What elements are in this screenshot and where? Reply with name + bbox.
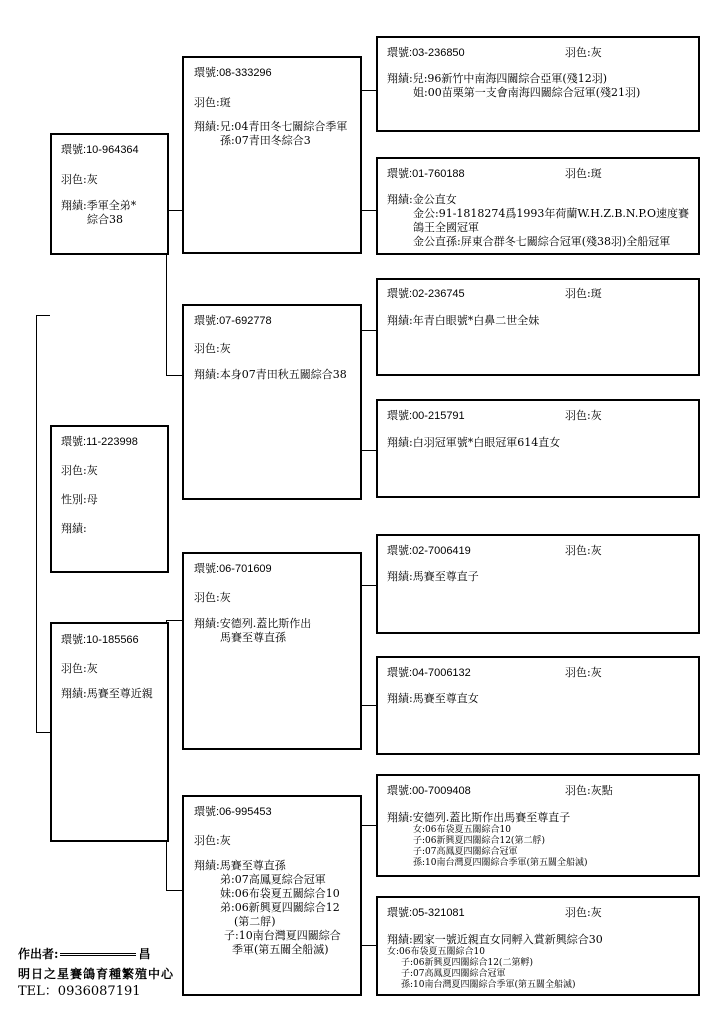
g2-color: 羽色:斑 bbox=[565, 167, 602, 180]
g6-ring: 環號:04-7006132 bbox=[387, 667, 471, 679]
dam-color: 羽色:灰 bbox=[61, 662, 98, 675]
subject-color: 羽色:灰 bbox=[61, 464, 98, 477]
center-name: 明日之星賽鴿育種繁殖中心 bbox=[18, 967, 175, 981]
sire-dam-ring: 環號:07-692778 bbox=[194, 315, 272, 327]
sire-ring: 環號:10-964364 bbox=[61, 144, 139, 156]
g5-ring: 環號:02-7006419 bbox=[387, 545, 471, 557]
g1-ring: 環號:03-236850 bbox=[387, 47, 465, 59]
sire-achievements: 翔績:季軍全弟* 綜合38 bbox=[61, 199, 137, 226]
connector-line bbox=[360, 450, 376, 451]
sire-sire-ring: 環號:08-333296 bbox=[194, 67, 272, 79]
tel-line: TEL：0936087191 bbox=[18, 984, 141, 999]
g8-color: 羽色:灰 bbox=[565, 906, 602, 919]
subject-ring: 環號:11-223998 bbox=[61, 436, 138, 448]
g3-ring: 環號:02-236745 bbox=[387, 288, 465, 300]
g4-color: 羽色:灰 bbox=[565, 409, 602, 422]
g6-achievements: 翔績:馬賽至尊直女 bbox=[387, 692, 479, 705]
subject-card bbox=[50, 425, 169, 573]
g2-card bbox=[376, 157, 700, 255]
sire-dam-color: 羽色:灰 bbox=[194, 342, 231, 355]
g4-achievements: 翔績:白羽冠軍號*白眼冠軍614直女 bbox=[387, 436, 561, 449]
g8-ring: 環號:05-321081 bbox=[387, 907, 465, 919]
g2-achievements: 翔績:金公直女 金公:91-1818274爲1993年荷蘭W.H.Z.B.N.P.O速度賽 鴿王全國冠軍 金公直孫:屏東合群冬七關綜合冠軍(殘38羽)全船冠軍 bbox=[387, 193, 690, 248]
g7-color: 羽色:灰點 bbox=[565, 784, 613, 797]
g7-achievements: 翔績:安德列.蓋比斯作出馬賽至尊直子 女:06布袋夏五關綜合10 子:06新興夏四關綜合12(第二艀) 子:07高鳳夏四關綜合冠軍 孫:10南台灣夏四關綜合季軍(第五關全船滅) bbox=[387, 811, 588, 868]
connector-line bbox=[36, 315, 37, 732]
g6-card bbox=[376, 656, 700, 755]
g6-color: 羽色:灰 bbox=[565, 666, 602, 679]
g2-ring: 環號:01-760188 bbox=[387, 168, 465, 180]
maker-underline bbox=[60, 953, 136, 956]
sire-dam-achievements: 翔績:本身07青田秋五關綜合38 bbox=[194, 368, 347, 381]
connector-line bbox=[360, 210, 376, 211]
g5-achievements: 翔績:馬賽至尊直子 bbox=[387, 570, 479, 583]
sire-sire-card bbox=[182, 56, 362, 254]
connector-line bbox=[360, 330, 376, 331]
g7-ring: 環號:00-7009408 bbox=[387, 785, 471, 797]
g5-card bbox=[376, 534, 700, 634]
dam-achievements: 翔績:馬賽至尊近親 bbox=[61, 687, 153, 700]
g1-card bbox=[376, 36, 700, 132]
g3-card bbox=[376, 278, 700, 376]
dam-dam-ring: 環號:06-995453 bbox=[194, 806, 272, 818]
sire-sire-achievements: 翔績:兄:04青田冬七關綜合季軍 孫:07青田冬綜合3 bbox=[194, 120, 348, 147]
dam-ring: 環號:10-185566 bbox=[61, 634, 139, 646]
g4-card bbox=[376, 399, 700, 498]
g7-card bbox=[376, 774, 700, 877]
dam-card bbox=[50, 622, 169, 842]
dam-sire-achievements: 翔績:安德列.蓋比斯作出 馬賽至尊直孫 bbox=[194, 617, 312, 644]
g3-color: 羽色:斑 bbox=[565, 287, 602, 300]
dam-sire-card bbox=[182, 552, 362, 750]
connector-line bbox=[36, 732, 50, 733]
connector-line bbox=[360, 585, 376, 586]
subject-sex: 性別:母 bbox=[61, 493, 98, 506]
connector-line bbox=[166, 620, 182, 621]
g8-achievements: 翔績:國家一號近親直女同孵入賞新興綜合30 女:06布袋夏五關綜合10 子:06新興夏四關綜合12(二第孵) 子:07高鳳夏四關綜合冠軍 孫:10南台灣夏四關綜合季軍(第五關全船滅) bbox=[387, 933, 603, 990]
g8-card bbox=[376, 896, 700, 996]
dam-dam-card bbox=[182, 795, 362, 996]
connector-line bbox=[36, 315, 50, 316]
sire-card bbox=[50, 133, 169, 255]
g1-color: 羽色:灰 bbox=[565, 46, 602, 59]
connector-line bbox=[166, 375, 182, 376]
g1-achievements: 翔績:兒:96新竹中南海四關綜合亞軍(殘12羽) 姐:00苗栗第一支會南海四關綜合冠軍(殘21羽) bbox=[387, 72, 641, 99]
connector-line bbox=[360, 705, 376, 706]
connector-line bbox=[360, 825, 376, 826]
subject-achievements: 翔績: bbox=[61, 522, 87, 535]
g3-achievements: 翔績:年青白眼號*白鼻二世全妹 bbox=[387, 314, 540, 327]
connector-line bbox=[360, 90, 376, 91]
dam-dam-color: 羽色:灰 bbox=[194, 834, 231, 847]
dam-sire-ring: 環號:06-701609 bbox=[194, 563, 272, 575]
connector-line bbox=[360, 945, 376, 946]
dam-sire-color: 羽色:灰 bbox=[194, 591, 231, 604]
g4-ring: 環號:00-215791 bbox=[387, 410, 465, 422]
sire-dam-card bbox=[182, 304, 362, 500]
maker-line: 作出者: 昌 bbox=[18, 947, 151, 961]
sire-color: 羽色:灰 bbox=[61, 173, 98, 186]
sire-sire-color: 羽色:斑 bbox=[194, 96, 231, 109]
connector-line bbox=[166, 890, 182, 891]
dam-dam-achievements: 翔績:馬賽至尊直孫 弟:07高鳳夏綜合冠軍 妹:06布袋夏五關綜合10 弟:06新興夏四關綜合12 (第二艀) 子:10南台灣夏四關綜合 季軍(第五關全船滅) bbox=[194, 859, 341, 956]
g5-color: 羽色:灰 bbox=[565, 544, 602, 557]
